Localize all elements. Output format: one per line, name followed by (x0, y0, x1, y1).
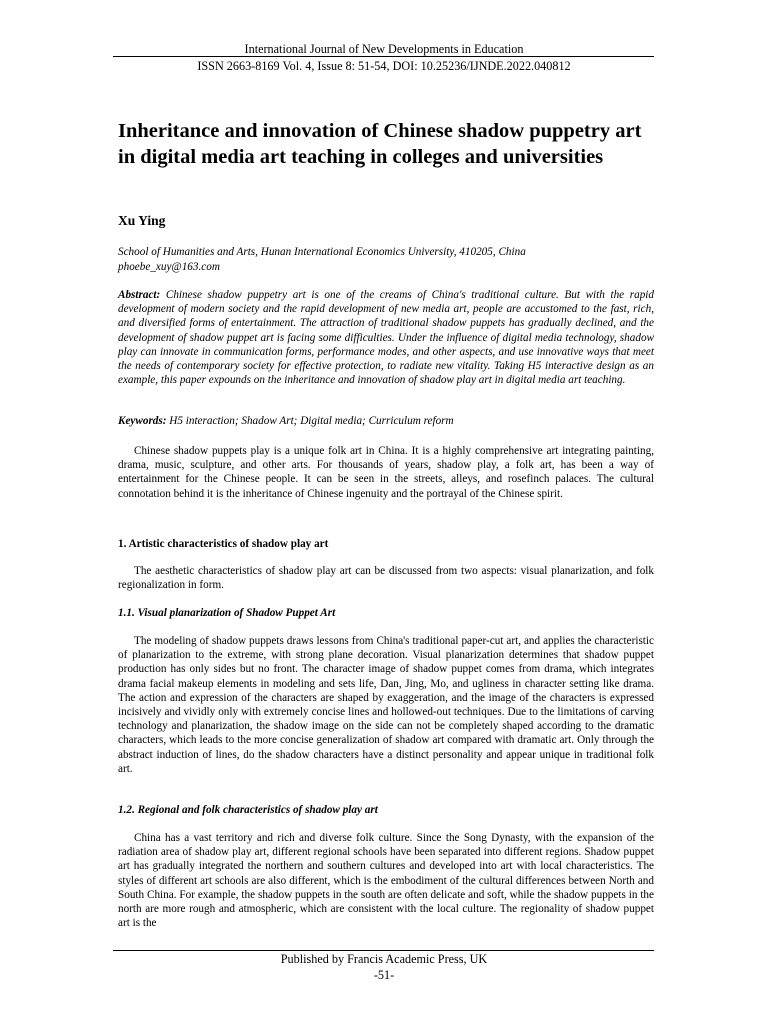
abstract-text: Chinese shadow puppetry art is one of the creams of China's traditional culture. But with the rapid development of modern society and the rapid development of new media art, people are accustomed to the fast, rich, and diversified forms of entertainment. The attraction of traditional shadow puppets has gradually declined, and the development of shadow puppet art is facing some difficulties. Under the influence of digital media technology, shadow play can innovate in communication forms, performance modes, and other aspects, and use innovative ways that meet the needs of contemporary society for effective protection, to radiate new vitality. Taking H5 interactive design as an example, this paper expounds on the inheritance and innovation of shadow play art in digital media art teaching. (118, 289, 655, 387)
affiliation: School of Humanities and Arts, Hunan International Economics University, 410205, China (118, 246, 526, 258)
page-number: -51- (373, 968, 395, 982)
article-title: Inheritance and innovation of Chinese shadow puppetry art in digital media art teaching in colleges and universities (118, 120, 642, 168)
author-email: phoebe_xuy@163.com (118, 260, 220, 273)
publisher-line: Published by Francis Academic Press, UK (280, 952, 488, 966)
header-divider (113, 56, 654, 57)
section-1-paragraph: The aesthetic characteristics of shadow play art can be discussed from two aspects: visual planarization, and folk regionalization in form. (118, 565, 654, 592)
section-1-1-heading: 1.1. Visual planarization of Shadow Puppet Art (118, 607, 336, 619)
journal-name: International Journal of New Developments in Education (244, 42, 524, 56)
author-name: Xu Ying (118, 213, 166, 228)
section-1-1-paragraph: The modeling of shadow puppets draws lessons from China's traditional paper-cut art, and applies the characteristic of planarization to the extreme, with strong plane decoration. Visual planarization determines that shadow puppet production has only sides but no front. The character image of shadow puppet comes from drama, which integrates drama facial makeup elements in modeling and sets life, Dan, Jing, Mo, and ugliness in character setting like drama. The action and expression of the characters are shaped by exaggeration, and the image of the characters is expressed incisively and vividly only with extremely concise lines and hollowed-out techniques. Due to the limitations of carving technology and planarization, the shadow image on the side can not be completely shaped according to the dramatic characters, which leads to the more concise generalization of shadow art compared with dramatic art. Only through the abstract induction of lines, do the shadow characters have a distinct personality and appear unique in traditional folk art. (118, 635, 654, 775)
section-1-2-heading: 1.2. Regional and folk characteristics of shadow play art (118, 804, 378, 816)
abstract-label: Abstract: (118, 289, 161, 301)
footer-divider (113, 950, 654, 951)
keywords (118, 414, 654, 428)
section-1-2-paragraph: China has a vast territory and rich and diverse folk culture. Since the Song Dynasty, with the expansion of the radiation area of shadow play art, different regional schools have been separated into different regions. Shadow puppet art has gradually integrated the northern and southern cultures and developed into art with local characteristics. The styles of different art schools are also different, which is the embodiment of the cultural differences between North and South China. For example, the shadow puppets in the south are often delicate and soft, while the shadow puppets in the north are more rough and atmospheric, which are consistent with the local culture. The regionality of shadow puppet art is the (118, 832, 654, 930)
author-affiliation-block (118, 245, 658, 274)
abstract (118, 288, 654, 387)
issn-line: ISSN 2663-8169 Vol. 4, Issue 8: 51-54, DOI: 10.25236/IJNDE.2022.040812 (197, 59, 571, 73)
intro-paragraph: Chinese shadow puppets play is a unique folk art in China. It is a highly comprehensive art integrating painting, drama, music, sculpture, and other arts. For thousands of years, shadow play, a folk art, has been a way of entertainment for the Chinese people. It can be seen in the streets, alleys, and rosefinch palaces. The cultural connotation behind it is the inheritance of Chinese ingenuity and the portrayal of the Chinese spirit. (118, 445, 654, 500)
keywords-label: Keywords: (118, 415, 167, 427)
keywords-text: H5 interaction; Shadow Art; Digital media; Curriculum reform (169, 415, 454, 427)
section-1-heading: 1. Artistic characteristics of shadow play art (118, 538, 329, 550)
